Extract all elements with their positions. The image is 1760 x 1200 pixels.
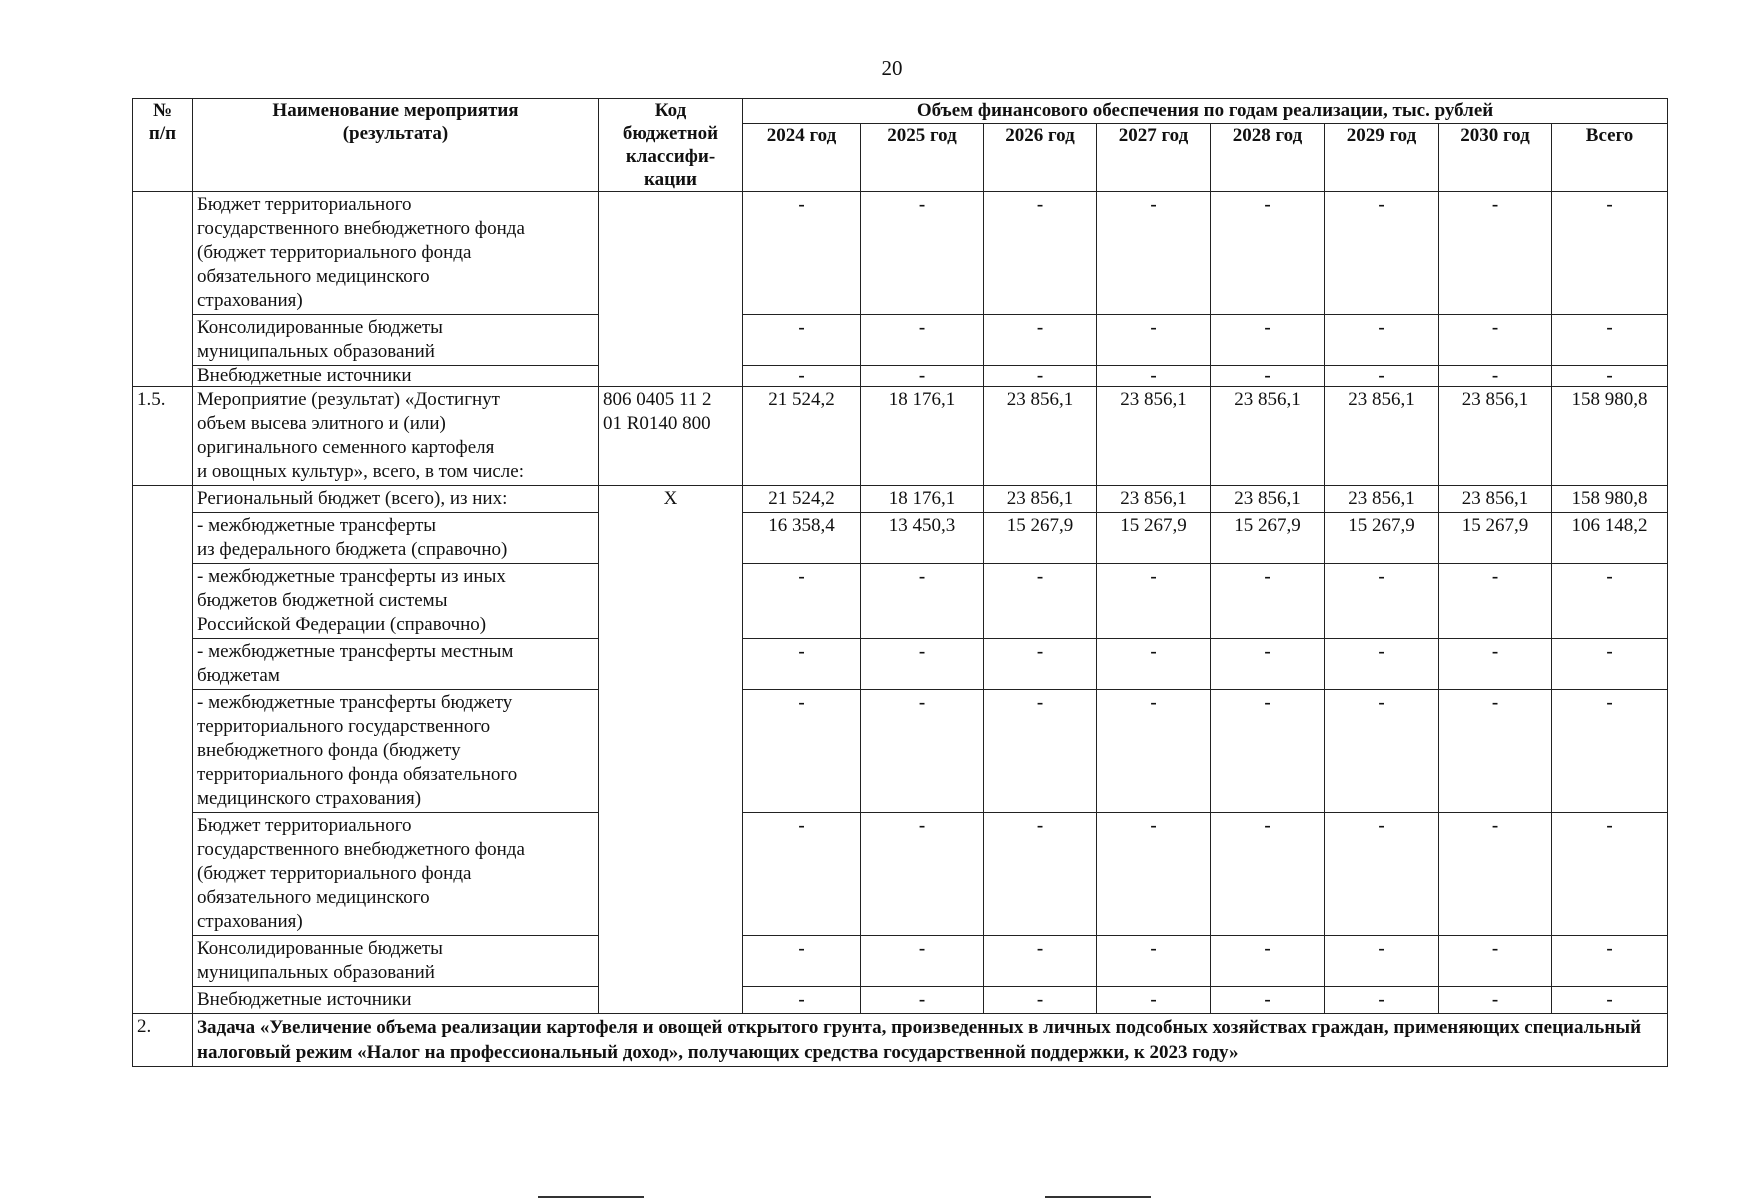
row-name: Мероприятие (результат) «Достигнут объем высева элитного и (или) оригинального семенного картофеля и овощных культур», всего, в том числе: xyxy=(193,387,599,486)
row-value: - xyxy=(861,936,984,987)
row-value: 13 450,3 xyxy=(861,513,984,564)
row-value: - xyxy=(1439,987,1552,1014)
row-value: - xyxy=(984,936,1097,987)
row-value: 23 856,1 xyxy=(1097,387,1211,486)
row-total: 158 980,8 xyxy=(1552,486,1668,513)
header-total: Всего xyxy=(1552,124,1668,192)
footer-rule xyxy=(1045,1196,1151,1198)
header-name: Наименование мероприятия (результата) xyxy=(193,99,599,192)
row-value: - xyxy=(1325,192,1439,315)
header-year: 2027 год xyxy=(1097,124,1211,192)
row-name: Региональный бюджет (всего), из них: xyxy=(193,486,599,513)
row-value: 15 267,9 xyxy=(1325,513,1439,564)
row-total: - xyxy=(1552,813,1668,936)
row-value: - xyxy=(1211,366,1325,387)
row-name: Внебюджетные источники xyxy=(193,987,599,1014)
row-value: - xyxy=(1439,936,1552,987)
task-row xyxy=(133,1014,1668,1067)
row-total: 158 980,8 xyxy=(1552,387,1668,486)
row-value: 18 176,1 xyxy=(861,387,984,486)
row-value: 23 856,1 xyxy=(1439,486,1552,513)
row-value: - xyxy=(1439,639,1552,690)
header-code: Код бюджетной классифи- кации xyxy=(599,99,743,192)
row-name: Консолидированные бюджеты муниципальных образований xyxy=(193,936,599,987)
row-value: - xyxy=(1439,813,1552,936)
page-number: 20 xyxy=(881,56,903,80)
row-value: - xyxy=(1097,987,1211,1014)
table-row xyxy=(133,690,1668,813)
row-value: - xyxy=(1211,690,1325,813)
row-value: - xyxy=(984,564,1097,639)
table-row xyxy=(133,486,1668,513)
row-value: - xyxy=(861,315,984,366)
row-value: 23 856,1 xyxy=(1325,486,1439,513)
row-value: - xyxy=(1097,813,1211,936)
table-row xyxy=(133,366,1668,387)
row-value: - xyxy=(1211,564,1325,639)
row-total: 106 148,2 xyxy=(1552,513,1668,564)
row-name: Бюджет территориального государственного внебюджетного фонда (бюджет территориального фонда обязательного медицинского страхования) xyxy=(193,192,599,315)
row-value: - xyxy=(743,987,861,1014)
row-total: - xyxy=(1552,936,1668,987)
row-value: - xyxy=(861,564,984,639)
row-total: - xyxy=(1552,690,1668,813)
row-name: Внебюджетные источники xyxy=(193,366,599,387)
table-row xyxy=(133,192,1668,315)
row-value: - xyxy=(861,192,984,315)
row-value: - xyxy=(1325,813,1439,936)
row-value: - xyxy=(984,639,1097,690)
task-num: 2. xyxy=(133,1014,193,1067)
row-value: - xyxy=(984,366,1097,387)
table-row xyxy=(133,315,1668,366)
row-name: - межбюджетные трансферты бюджету территориального государственного внебюджетного фонда (бюджету территориального фонда обязательного медицинского страхования) xyxy=(193,690,599,813)
row-total: - xyxy=(1552,639,1668,690)
footer-rule xyxy=(538,1196,644,1198)
row-value: - xyxy=(861,690,984,813)
row-value: - xyxy=(743,366,861,387)
row-code: 806 0405 11 2 01 R0140 800 xyxy=(599,387,743,486)
row-value: - xyxy=(1211,192,1325,315)
row-value: - xyxy=(743,639,861,690)
row-value: - xyxy=(743,813,861,936)
row-value: 15 267,9 xyxy=(1097,513,1211,564)
row-value: 23 856,1 xyxy=(1325,387,1439,486)
row-value: - xyxy=(861,639,984,690)
row-value: - xyxy=(1097,564,1211,639)
row-value: 23 856,1 xyxy=(1439,387,1552,486)
header-year: 2024 год xyxy=(743,124,861,192)
header-volume: Объем финансового обеспечения по годам реализации, тыс. рублей xyxy=(743,99,1668,124)
row-value: - xyxy=(1211,936,1325,987)
row-value: - xyxy=(1439,192,1552,315)
table-row xyxy=(133,387,1668,486)
row-value: 21 524,2 xyxy=(743,387,861,486)
row-value: - xyxy=(1211,813,1325,936)
row-value: - xyxy=(743,690,861,813)
row-code xyxy=(599,192,743,387)
row-value: - xyxy=(861,987,984,1014)
row-value: - xyxy=(984,315,1097,366)
row-value: - xyxy=(1097,639,1211,690)
row-num xyxy=(133,192,193,387)
row-value: - xyxy=(1325,639,1439,690)
row-value: - xyxy=(743,315,861,366)
row-total: - xyxy=(1552,366,1668,387)
row-value: - xyxy=(1325,315,1439,366)
row-value: - xyxy=(984,690,1097,813)
row-value: 21 524,2 xyxy=(743,486,861,513)
row-value: - xyxy=(1097,690,1211,813)
row-name: - межбюджетные трансферты из иных бюджетов бюджетной системы Российской Федерации (справочно) xyxy=(193,564,599,639)
row-value: - xyxy=(1211,639,1325,690)
header-year: 2030 год xyxy=(1439,124,1552,192)
row-value: 23 856,1 xyxy=(1097,486,1211,513)
row-value: - xyxy=(1439,690,1552,813)
row-value: 15 267,9 xyxy=(984,513,1097,564)
row-value: - xyxy=(1325,564,1439,639)
row-value: - xyxy=(1439,366,1552,387)
row-value: - xyxy=(1211,987,1325,1014)
row-value: - xyxy=(1211,315,1325,366)
table-row xyxy=(133,987,1668,1014)
row-value: - xyxy=(1097,366,1211,387)
row-num xyxy=(133,486,193,1014)
row-value: - xyxy=(984,987,1097,1014)
row-value: 23 856,1 xyxy=(984,486,1097,513)
row-name: - межбюджетные трансферты из федерального бюджета (справочно) xyxy=(193,513,599,564)
row-value: 16 358,4 xyxy=(743,513,861,564)
header-year: 2026 год xyxy=(984,124,1097,192)
row-code: Х xyxy=(599,486,743,1014)
header-year: 2028 год xyxy=(1211,124,1325,192)
row-value: - xyxy=(1325,690,1439,813)
table-row xyxy=(133,936,1668,987)
row-total: - xyxy=(1552,315,1668,366)
row-num: 1.5. xyxy=(133,387,193,486)
row-value: 23 856,1 xyxy=(984,387,1097,486)
row-value: - xyxy=(1097,192,1211,315)
row-value: - xyxy=(1439,564,1552,639)
row-value: - xyxy=(743,564,861,639)
row-value: 15 267,9 xyxy=(1439,513,1552,564)
header-year: 2029 год xyxy=(1325,124,1439,192)
row-value: - xyxy=(861,813,984,936)
row-value: 18 176,1 xyxy=(861,486,984,513)
row-name: - межбюджетные трансферты местным бюджетам xyxy=(193,639,599,690)
row-value: - xyxy=(861,366,984,387)
budget-table xyxy=(132,98,1668,1067)
header-year: 2025 год xyxy=(861,124,984,192)
header-num: № п/п xyxy=(133,99,193,192)
row-name: Бюджет территориального государственного внебюджетного фонда (бюджет территориального фонда обязательного медицинского страхования) xyxy=(193,813,599,936)
row-value: - xyxy=(984,813,1097,936)
table-row xyxy=(133,513,1668,564)
row-total: - xyxy=(1552,987,1668,1014)
row-value: - xyxy=(743,936,861,987)
row-value: 15 267,9 xyxy=(1211,513,1325,564)
header-row-1 xyxy=(133,99,1668,124)
row-name: Консолидированные бюджеты муниципальных образований xyxy=(193,315,599,366)
table-row xyxy=(133,639,1668,690)
row-value: - xyxy=(1325,936,1439,987)
row-value: - xyxy=(1097,315,1211,366)
row-value: - xyxy=(1097,936,1211,987)
row-value: 23 856,1 xyxy=(1211,387,1325,486)
row-value: - xyxy=(743,192,861,315)
task-text: Задача «Увеличение объема реализации картофеля и овощей открытого грунта, произведенных в личных подсобных хозяйствах граждан, применяющих специальный налоговый режим «Налог на профессиональный доход», получающих средства государственной поддержки, к 2023 году» xyxy=(193,1014,1668,1067)
row-total: - xyxy=(1552,564,1668,639)
row-value: - xyxy=(984,192,1097,315)
table-row xyxy=(133,813,1668,936)
row-value: - xyxy=(1325,987,1439,1014)
row-value: 23 856,1 xyxy=(1211,486,1325,513)
table-row xyxy=(133,564,1668,639)
row-value: - xyxy=(1439,315,1552,366)
row-total: - xyxy=(1552,192,1668,315)
row-value: - xyxy=(1325,366,1439,387)
